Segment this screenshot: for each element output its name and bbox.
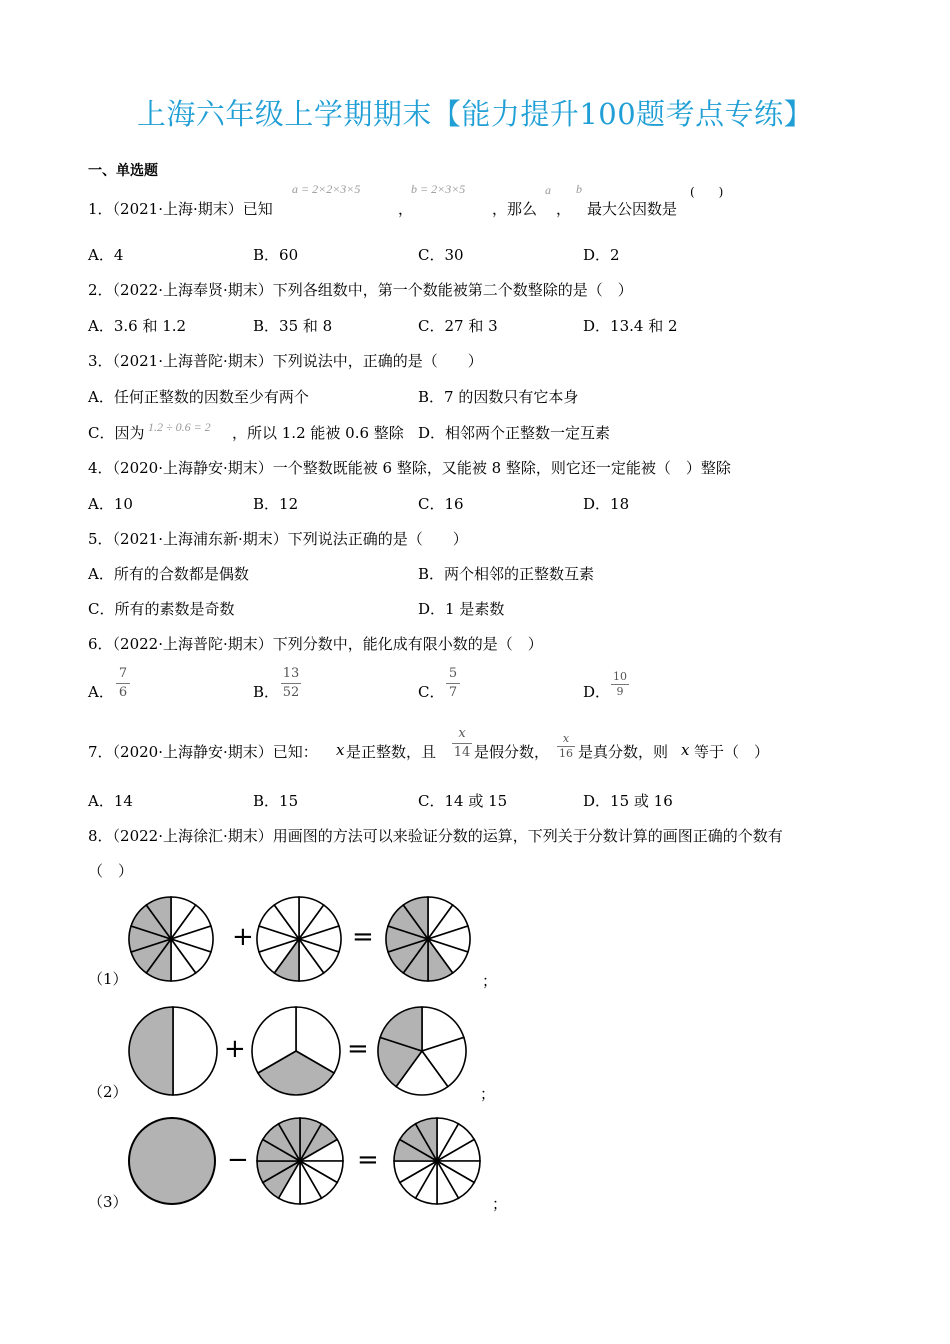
q7-fraction-1-den: 14 (453, 745, 471, 760)
circle-diagram-3a (127, 1116, 217, 1206)
q6-label-a: A． (88, 683, 114, 701)
q1-stem-b: ，那么 (492, 200, 538, 218)
q1-formula-a: a = 2×2×3×5 (292, 182, 361, 196)
q4-option-b: B．12 (253, 495, 299, 513)
q1-var-b: b (576, 182, 582, 196)
q3-option-c-formula: 1.2 ÷ 0.6 = 2 (148, 420, 211, 434)
q7-stem-d: 是真分数，则 (578, 743, 669, 761)
circle-diagram-3b (255, 1116, 345, 1206)
q6-fraction-d (611, 671, 629, 698)
q6-fraction-b-den: 52 (282, 685, 300, 700)
q8-item-2-end: ； (480, 1085, 496, 1103)
q5-option-b: B．两个相邻的正整数互素 (418, 565, 595, 583)
page-title: 上海六年级上学期期末【能力提升100题考点专练】 (136, 97, 814, 131)
circle-diagram-1c (384, 895, 472, 983)
q6-fraction-c-num: 5 (448, 666, 458, 681)
q6-fraction-a-num: 7 (118, 666, 128, 681)
q1-option-c: C．30 (418, 246, 464, 264)
q8-item-2-equals: = (347, 1034, 369, 1064)
q1-option-b: B．60 (253, 246, 299, 264)
q5-option-c: C．所有的素数是奇数 (88, 600, 235, 618)
q7-stem-e: 等于（ ） (694, 743, 770, 761)
q6-fraction-a-den: 6 (118, 685, 128, 700)
q4-option-d: D．18 (583, 495, 630, 513)
q7-stem-b: 是正整数，且 (346, 743, 437, 761)
q8-item-3-minus: − (227, 1145, 249, 1175)
q7-fraction-2 (557, 733, 575, 760)
q6-fraction-c-den: 7 (448, 685, 458, 700)
q8-item-3-end: ； (492, 1195, 508, 1213)
q3-stem: 3．（2021·上海普陀·期末）下列说法中，正确的是（ ） (88, 352, 483, 370)
q7-fraction-2-num: x (562, 732, 570, 745)
circle-diagram-2a (127, 1005, 219, 1097)
q8-item-1-end: ； (482, 972, 498, 990)
q1-comma-2: ， (556, 200, 572, 218)
q3-option-a: A．任何正整数的因数至少有两个 (88, 388, 309, 406)
q6-label-d: D． (583, 683, 611, 701)
q2-stem: 2．（2022·上海奉贤·期末）下列各组数中，第一个数能被第二个数整除的是（ ） (88, 281, 633, 299)
circle-sector (129, 1007, 173, 1095)
q7-var-x-2: x (681, 741, 690, 759)
q7-fraction-1 (452, 726, 472, 761)
q8-stem: 8．（2022·上海徐汇·期末）用画图的方法可以来验证分数的运算，下列关于分数计算的画图正确的个数有 (88, 827, 783, 845)
q3-option-d: D．相邻两个正整数一定互素 (418, 424, 611, 442)
q8-item-3-equals: = (357, 1145, 379, 1175)
circle-fill (129, 1118, 215, 1204)
q5-option-a: A．所有的合数都是偶数 (88, 565, 249, 583)
q3-option-c-prefix: C．因为 (88, 424, 145, 442)
q5-option-d: D．1 是素数 (418, 600, 505, 618)
q1-answer-paren: ( ) (690, 185, 724, 199)
circle-diagram-2c (376, 1005, 468, 1097)
circle-diagram-1b (255, 895, 343, 983)
q3-option-b: B．7 的因数只有它本身 (418, 388, 579, 406)
q7-stem-c: 是假分数， (474, 743, 550, 761)
q8-item-2-plus: + (224, 1034, 246, 1064)
q8-item-3-label: （3） (88, 1193, 128, 1211)
q8-item-1-equals: = (352, 922, 374, 952)
q6-fraction-b (281, 666, 301, 701)
q2-option-a: A．3.6 和 1.2 (88, 317, 187, 335)
q6-fraction-a (116, 666, 130, 701)
q1-stem-c: 最大公因数是 (587, 200, 678, 218)
q7-var-x: x (336, 741, 345, 759)
q2-option-c: C．27 和 3 (418, 317, 498, 335)
q8-item-1-plus: + (232, 922, 254, 952)
q1-option-d: D．2 (583, 246, 620, 264)
q8-item-1-label: （1） (88, 970, 128, 988)
q7-option-b: B．15 (253, 792, 299, 810)
q4-option-c: C．16 (418, 495, 464, 513)
q7-stem-a: 7．（2020·上海静安·期末）已知： (88, 743, 318, 761)
q2-option-b: B．35 和 8 (253, 317, 333, 335)
circle-sector (173, 1007, 217, 1095)
q6-label-b: B． (253, 683, 280, 701)
q6-fraction-b-num: 13 (282, 666, 300, 681)
circle-diagram-3c (392, 1116, 482, 1206)
q7-fraction-2-den: 16 (559, 747, 573, 760)
q7-option-c: C．14 或 15 (418, 792, 508, 810)
q6-fraction-d-den: 9 (616, 685, 624, 698)
q8-answer-paren: （ ） (88, 862, 134, 880)
q1-comma-1: ， (398, 200, 414, 218)
q5-stem: 5．（2021·上海浦东新·期末）下列说法正确的是（ ） (88, 530, 468, 548)
q7-fraction-1-num: x (458, 726, 466, 741)
q1-formula-b: b = 2×3×5 (411, 182, 466, 196)
q6-label-c: C． (418, 683, 445, 701)
q8-item-2-label: （2） (88, 1083, 128, 1101)
circle-diagram-1a (127, 895, 215, 983)
q7-option-a: A．14 (88, 792, 133, 810)
q6-stem: 6．（2022·上海普陀·期末）下列分数中，能化成有限小数的是（ ） (88, 635, 543, 653)
q4-option-a: A．10 (88, 495, 133, 513)
q6-fraction-d-num: 10 (613, 670, 627, 683)
q1-stem-a: 1．（2021·上海·期末）已知 (88, 200, 273, 218)
section-heading: 一、单选题 (88, 163, 158, 179)
q1-var-a: a (545, 183, 551, 197)
q6-fraction-c (446, 666, 460, 701)
circle-diagram-2b (250, 1005, 342, 1097)
q4-stem: 4．（2020·上海静安·期末）一个整数既能被 6 整除，又能被 8 整除，则它还一定能被（ ）整除 (88, 459, 731, 477)
q1-option-a: A．4 (88, 246, 124, 264)
q7-option-d: D．15 或 16 (583, 792, 673, 810)
q2-option-d: D．13.4 和 2 (583, 317, 678, 335)
q3-option-c-suffix: ，所以 1.2 能被 0.6 整除 (232, 424, 404, 442)
